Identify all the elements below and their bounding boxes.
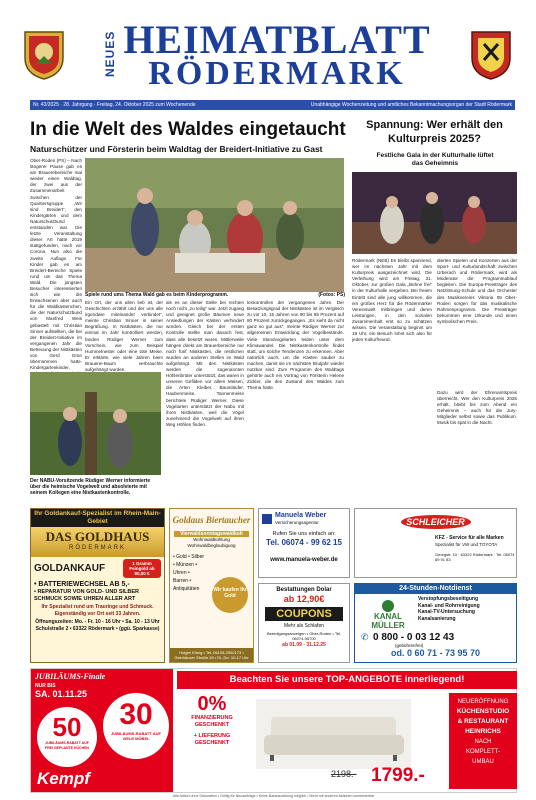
- dolar-note: Mehr als Schlafen: [283, 623, 325, 629]
- bier-items: • Gold • Silber • Münzen • Uhren • Barren • Antiquitäten: [173, 554, 205, 592]
- goldhaus-goldankauf: GOLDANKAUF: [34, 563, 106, 574]
- bier-title: Goldaus Biertaucher: [172, 515, 251, 525]
- masthead-subtitle: RÖDERMARK: [148, 55, 406, 92]
- goldhaus-years: Eigenständig vor Ort seit 33 Jahren.: [54, 611, 141, 617]
- mueller-service-2: Kanal- und Rohrreinigung: [418, 602, 480, 609]
- kempf-pct-0: 0%: [197, 693, 227, 715]
- kempf-pct-50-note: JUBILÄUMS-RABATT AUF FREI GEPLANTE KÜCHEN: [45, 741, 89, 750]
- lead-photo-credit: (Fotos: PS): [318, 292, 345, 298]
- lead-column-1: Ober-Roden (PS) – Nach längerer Pause gab es am Brauerebereiche mal wieder einen Waldtag, der zwei aus der Zusammenarbeit zwischen der Quartiersgruppe „Wir sind Breidert“, den Kindergärten und dem Naturschutzbund entstanden war. Die letzte Veranstaltung dieser Art hatte 2019 stattgefunden, nach vor Corona. Nun also die zweite Auflage. Für Kinder gab es am Breidert-Bereiche Spiele rund um das Thema Wald. Die jüngsten Besucher interessierten sich wie die Erwachsenen aber auch für die Waldkastenchen, die der Naturschutzbund von Manfred Weis gebastelt mit Christian Sinner aufstellten, die bei der Breidert-Initiative im vergangenen Jahr die Betreuung der Nistkästen von Gerd Grün übernommen hatte. Kindergartenkinder,: [30, 158, 82, 371]
- issue-bar: [30, 100, 515, 110]
- mueller-phone-note: (gebührenfrei): [395, 643, 424, 648]
- kempf-finanzierung-badge: [177, 693, 247, 755]
- studio-line-3: & RESTAURANT: [457, 718, 509, 725]
- crest-right-icon: [470, 30, 512, 80]
- goldhaus-header: Ihr Goldankauf-Spezialist im Rhein-Main-Gebiet: [31, 509, 164, 527]
- kempf-pct-50: 50: [52, 712, 82, 742]
- mueller-logo-1: KANAL: [374, 612, 402, 621]
- lead-photo-2-caption: Der NABU-Vorsitzende Rüdiger Werner informierte über die heimische Vogelwelt und absolvierte mit seinem Kollegen eine Nistkastenkontrolle.: [30, 478, 151, 496]
- mueller-phone: 0 800 - 0 03 12 43: [373, 632, 455, 643]
- issue-info: Nr. 43/2025 · 28. Jahrgang · Freitag, 24. Oktober 2025 zum Wochenende: [33, 102, 196, 108]
- weber-url: www.manuela-weber.de: [270, 557, 338, 563]
- schleicher-address: Georgstr. 10 · 63322 Rödermark · Tel. 06074 69 91 83: [435, 552, 515, 562]
- kempf-left-panel: [31, 669, 173, 792]
- kempf-headline: Beachten Sie unsere TOP-ANGEBOTE innerliegend!: [177, 671, 517, 689]
- ad-schleicher[interactable]: [354, 508, 517, 578]
- kempf-pct-30-note: JUBILÄUMS-RABATT AUF VIELE MÖBEL: [111, 731, 161, 741]
- mueller-service-4: Kanalsanierung: [418, 615, 456, 622]
- side-headline: Spannung: Wer erhält den Kulturpreis 2025?: [366, 119, 503, 145]
- studio-line-5: NACH: [474, 739, 492, 745]
- ad-goldhaus[interactable]: [30, 508, 165, 663]
- studio-line-1: NEUERÖFFNUNG: [457, 699, 509, 705]
- lead-photo-2: [30, 372, 161, 475]
- ad-kempf[interactable]: [30, 668, 517, 793]
- mueller-mobile: od. 0 60 71 - 73 95 70: [390, 648, 481, 658]
- dolar-title: Bestattungen Dolar: [276, 587, 332, 593]
- kempf-jubilaeum: JUBILÄUMS-Finale: [35, 672, 106, 681]
- goldhaus-logo-text: DAS GOLDHAUS: [45, 529, 150, 544]
- lead-column-2: Ein Ort, der uns allen lieb ist, der Geschichten erzählt und der uns alle irgendwie miteinander verbindet“, meinte Christian Sinner in seiner Begrüßung. In Nistkästen, die nur einmal im Jahr kontrolliert werden, fanden Rüdiger Werner zum Vorschein, wie zum Beispiel Hummelnester oder eine tote Meise. Er erklärte, wie viele Jahren beim Brauerei-Baum verbrauchte aufgehängt wurden.: [85, 300, 163, 373]
- lead-photo-caption: Spiele rund ums Thema Wald gab es beim Kinderprogramm.: [85, 292, 229, 298]
- sofa-old-price: 2198.-: [331, 769, 357, 779]
- schleicher-sub: KFZ - Service für alle Marken: [435, 535, 504, 541]
- lead-subhead: Naturschützer und Försterin beim Waldtag der Breidert-Initiative zu Gast: [30, 144, 323, 154]
- goldhaus-logo-sub: RÖDERMARK: [68, 545, 126, 551]
- kempf-date: SA. 01.11.25: [35, 689, 88, 699]
- studio-line-7: UMBAU: [472, 759, 494, 765]
- studio-line-4: HEINRICHS: [465, 728, 501, 735]
- phone-icon: ✆: [361, 632, 369, 642]
- kempf-pct-30: 30: [119, 698, 153, 731]
- side-subhead: Festliche Gala in der Kulturhalle lüftet das Geheimnis: [376, 152, 494, 167]
- dolar-coupons-label: COUPONS: [265, 607, 343, 621]
- bier-sub-3: Wohnwaldbeglaubigung: [187, 543, 236, 548]
- weber-name: Manuela Weber: [275, 512, 327, 519]
- mueller-service-1: Verstopfungsbeseitigung: [418, 596, 479, 602]
- side-column-3: Dazu wird der Ehrenamtspreis überreicht. Wer den Kulturpreis 2025 erhält, bleibt bis zum Abend ein Geheimnis – auch für die Jury-Mitglieder selbst sowie das Publikum. Musik bis spät in die Nacht.: [437, 390, 517, 426]
- bier-sub-1: Vierwaldsonntagswaldkuh: [174, 531, 249, 537]
- ad-dolar-box[interactable]: [258, 583, 350, 663]
- sofa-new-price: 1799.-: [371, 765, 425, 786]
- side-photo: [352, 172, 517, 254]
- ad-kanal-mueller[interactable]: [354, 583, 517, 663]
- kempf-badge-50: [37, 707, 97, 767]
- kempf-geschenkt: GESCHENKT: [194, 722, 230, 728]
- ad-goldankauf-koenig[interactable]: [169, 508, 254, 663]
- kempf-logo: Kempf: [37, 769, 90, 788]
- weber-logo-icon: [262, 514, 272, 524]
- goldhaus-price-badge: 1 Gramm Feingold ab 80,00 €: [123, 559, 161, 578]
- mueller-logo-icon: [382, 600, 394, 612]
- tagline: Unabhängige Wochenzeitung und amtliches Bekanntmachungsorgan der Stadt Rödermark: [310, 102, 512, 108]
- mueller-logo-2: MÜLLER: [371, 621, 405, 630]
- kempf-lieferung: + LIEFERUNG GESCHENKT: [193, 733, 231, 746]
- lead-column-4: tenkontrollen der vergangenen Jahre. Der Besatzungsgrad der Nistkästen ist im Vergleich zu vor 10, 15 Jahren von 90 bis 95 Prozent auf 80 Prozent zurückgegangen. „Es sieht da nicht ganz so gut aus“, meinte Rüdiger Werner zur allgemeinen Entwicklung der Vogelbestände. Viele Standvogelarten leiden unter dem Klimawandel. Die Nistkastenkontrolle findet statt, um solche Tendenzen zu erkennen. Aber natürlich auch, um die Kästen sauber zu machen, damit sie im nächsten Brutjahr wieder nutzbar sind. Zum Programm des Waldtags gehörte auch ein Vortrag von Försterin Helene Zickler, die den Zustand des Waldes zum Thema hatte.: [247, 300, 344, 391]
- kempf-footnote: Alle Artikel ohne Dekoration • Gültig für Neuaufträge • Keine Barauszahlung möglich • Nicht mit anderen Aktionen kombinierbar: [172, 794, 375, 798]
- crest-left-icon: [23, 30, 65, 80]
- studio-line-6: KOMPLETT-: [465, 749, 500, 755]
- bier-sub-2: Wohnwaldkühlung: [193, 537, 230, 542]
- dolar-date: ab 01.09 - 31.12.25: [282, 642, 326, 648]
- masthead-neues-label: NEUES: [103, 30, 117, 78]
- goldhaus-repair: • REPARATUR VON GOLD- UND SILBER SCHMUCK SOWIE UHREN ALLER ART: [34, 589, 139, 602]
- goldhaus-address: Schulstraße 2 • 63322 Rödermark • (ggü. Sparkasse): [35, 626, 160, 632]
- masthead-title: HEIMATBLATT: [123, 17, 431, 62]
- mueller-header: 24-Stunden-Notdienst: [355, 584, 516, 594]
- kempf-finanzierung: FINANZIERUNG: [191, 715, 233, 721]
- kempf-studio-panel: [449, 693, 517, 789]
- goldhaus-hours: Öffnungszeiten: Mo. - Fr. 10 - 16 Uhr • Sa. 10 - 13 Uhr: [35, 619, 160, 625]
- lead-headline: In die Welt des Waldes eingetaucht: [30, 119, 346, 140]
- weber-sub: Versicherungsagentur: [275, 520, 319, 525]
- schleicher-line: Spezialist für VW und TOYOTA: [435, 542, 498, 547]
- dolar-price: ab 12,90€: [283, 594, 325, 604]
- kempf-badge-30: [103, 693, 169, 759]
- ad-manuela-weber[interactable]: [258, 508, 350, 578]
- bier-stamp: Wir kaufen Ihr Gold: [212, 577, 248, 613]
- side-column-2b: dierten Spielen und Konzerten aus der Sport- und Kulturlandschaft zwischen Urberach und Rödermark, wird als Moderator die Programmablauf begleiten. Die Europa-Preisträger des Netzlösung-Schule und das Orchester des Musikvereins Viktoria 09 Ober-Roden sorgen für das musikalische Rahmenprogramm. Die Preisträger bekommen eine Urkunde und einen symbolischen Preis.: [437, 258, 517, 324]
- schleicher-logo: SCHLEICHER: [401, 515, 471, 529]
- dolar-address: Beerdigungsanzeigen • Ober-Roden • Tel. 06074-95700: [266, 631, 342, 641]
- goldhaus-logo: [31, 527, 164, 557]
- mueller-service-3: Kanal-TV-Untersuchung: [418, 609, 475, 615]
- weber-phone: Tel. 06074 - 99 62 15: [266, 538, 342, 547]
- masthead: [0, 0, 536, 101]
- studio-line-2: KÜCHENSTUDIO: [456, 708, 510, 715]
- lead-column-3: als es an dieser Stelle bei rechten noch nicht „zu teilig“ war. Jetzt zugang und geeignet große Bäumen neue Ansiedlungen der Kästen verhindert worden. Gleich bei der ersten Kontrolle stellte man danach fest, dass alle besetzt waren. Mittlerweile hängen direkt am Brauerbereiche nur noch fünf Nistkästen, die restlichen wurden an anderen Stellen im Wald aufgehängt. Mit den Nistkästen werden die sogenannten Höhlenbrüter unterstützt, das waren in unseren Gefilden vor allem Meisen, die Arten Kleiber, Baumläufer, Haubenmeise, Tannenmeise berichtete Rüdiger Werner. Diese Vogelarten unterstützt der Nabu mit ihren Nistkästen, weil die Vögel zunehmend die Vogelwelt auf ihren Weg Höhlen finden.: [166, 300, 244, 427]
- side-column-1: Rödermark (NEB) Es bleibt spannend, wer im nächsten Jahr mit dem Kulturpreis ausgezeichnet wird. Die Verleihung wird am Freitag, 31. Oktober, zur großen Gala „Bühne frei“ in der Kulturhalle vergeben. Bei freiem Eintritt sind alle jung willkommen, die ein großes Herz für die Rödermärker Vereinswelt mitbringen und deren Leistungen, in den sozialen Zusammenhalt erst so zu schätzen wissen. Die Veranstaltung beginnt um 19 Uhr, ein Besuch lohnt sich also für jeden Kulturfreund.: [352, 258, 432, 343]
- lead-photo: [85, 158, 344, 292]
- sofa-image: [256, 699, 411, 769]
- goldhaus-specialist: Ihr Spezialist rund um Trauringe und Schmuck.: [41, 604, 154, 610]
- goldhaus-battery: • BATTERIEWECHSEL AB 5,-: [34, 581, 130, 588]
- weber-call: Rufen Sie uns einfach an:: [272, 531, 336, 537]
- bier-footer: Holger König • Tel. 06105-2592173 • Gelnhäuser Straße 26 • Di.-Do. 10-17 Uhr: [170, 648, 253, 662]
- kempf-bis: NUR BIS: [35, 683, 56, 689]
